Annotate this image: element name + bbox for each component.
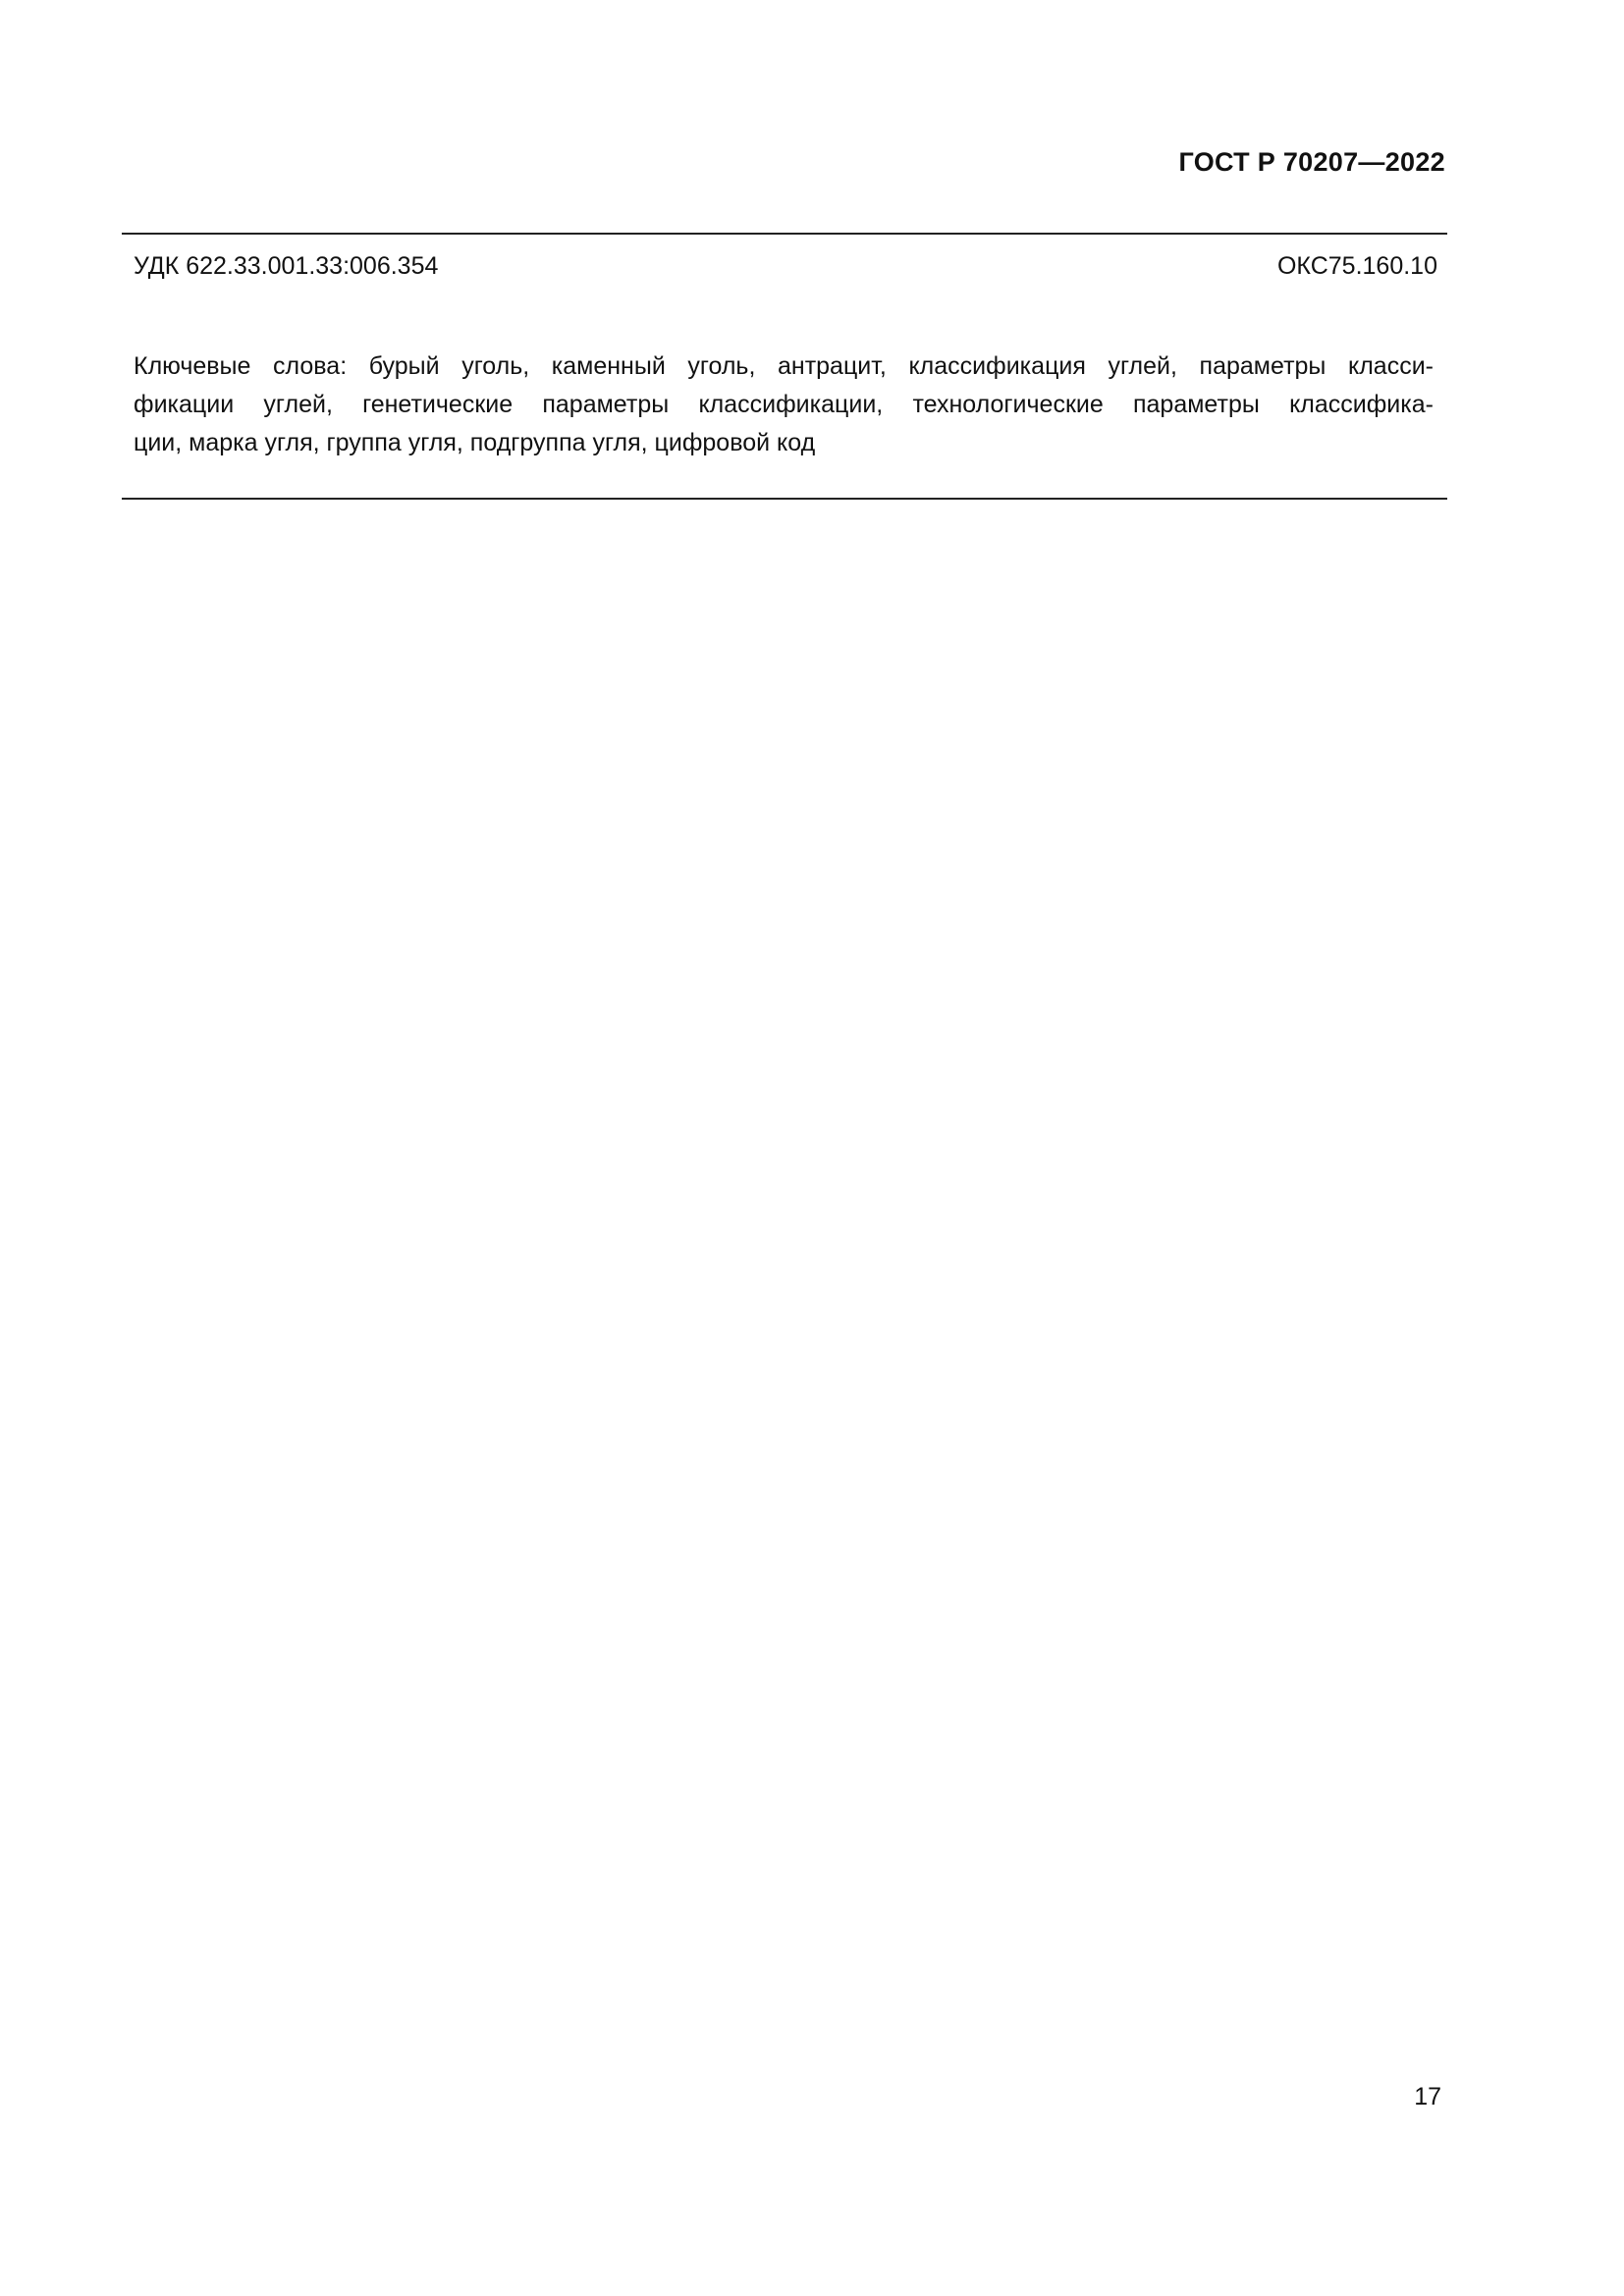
page-number: 17 [1414, 2083, 1441, 2110]
top-divider [122, 233, 1447, 235]
keywords-paragraph [134, 347, 1434, 462]
oks-code: ОКС75.160.10 [1276, 252, 1437, 280]
keywords-line: фикации углей, генетические параметры классификации, технологические параметры классифика- [134, 391, 1434, 418]
udk-code: УДК 622.33.001.33:006.354 [134, 252, 439, 280]
standard-code: ГОСТ Р 70207—2022 [1178, 147, 1445, 177]
keywords-line: Ключевые слова: бурый уголь, каменный уголь, антрацит, классификация углей, параметры класси- [134, 352, 1434, 380]
bottom-divider [122, 498, 1447, 500]
keywords-line: ции, марка угля, группа угля, подгруппа угля, цифровой код [134, 429, 816, 456]
